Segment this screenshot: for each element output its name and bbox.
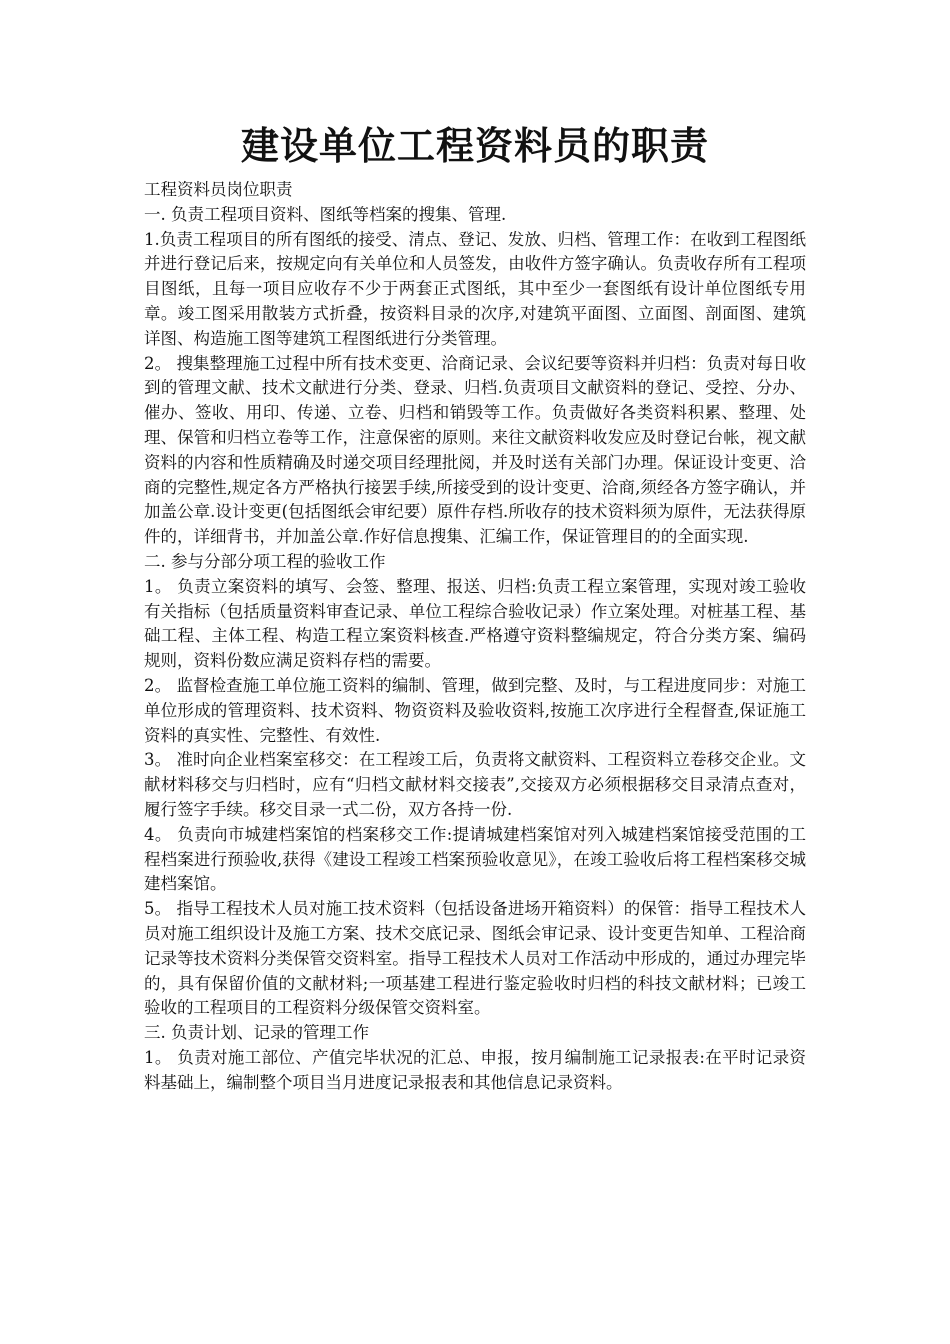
paragraph: 1。 负责立案资料的填写、会签、整理、报送、归档:负责工程立案管理，实现对竣工验收有关指标（包括质量资料审查记录、单位工程综合验收记录）作立案处理。对桩基工程、基础工程、主体工程、构造工程立案资料核查.严格遵守资料整编规定，符合分类方案、编码规则，资料份数应满足资料存档的需要。	[144, 576, 806, 671]
paragraph: 2。 搜集整理施工过程中所有技术变更、洽商记录、会议纪要等资料并归档：负责对每日收到的管理文献、技术文献进行分类、登录、归档.负责项目文献资料的登记、受控、分办、催办、签收、用印、传递、立卷、归档和销毁等工作。负责做好各类资料积累、整理、处理、保管和归档立卷等工作，注意保密的原则。来往文献资料收发应及时登记台帐，视文献资料的内容和性质精确及时递交项目经理批阅，并及时送有关部门办理。保证设计变更、洽商的完整性,规定各方严格执行接罢手续,所接受到的设计变更、洽商,须经各方签字确认，并加盖公章.设计变更(包括图纸会审纪要）原件存档.所收存的技术资料须为原件，无法获得原件的，详细背书，并加盖公章.作好信息搜集、汇编工作，保证管理目的的全面实现.	[144, 353, 806, 547]
paragraph: 4。 负责向市城建档案馆的档案移交工作:提请城建档案馆对列入城建档案馆接受范围的工程档案进行预验收,获得《建设工程竣工档案预验收意见》，在竣工验收后将工程档案移交城建档案馆。	[144, 824, 806, 894]
section-heading: 三. 负责计划、记录的管理工作	[144, 1023, 369, 1043]
paragraph: 1。 负责对施工部位、产值完毕状况的汇总、申报，按月编制施工记录报表:在平时记录资料基础上，编制整个项目当月进度记录报表和其他信息记录资料。	[144, 1047, 806, 1092]
section-heading: 工程资料员岗位职责	[144, 180, 293, 199]
document-page	[144, 118, 806, 1095]
paragraph: 3。 准时向企业档案室移交：在工程竣工后，负责将文献资料、工程资料立卷移交企业。文献材料移交与归档时，应有“归档文献材料交接表”,交接双方必须根据移交目录清点查对，履行签字手续。移交目录一式二份，双方各持一份.	[144, 750, 806, 819]
paragraph: 1.负责工程项目的所有图纸的接受、清点、登记、发放、归档、管理工作：在收到工程图纸并进行登记后来，按规定向有关单位和人员签发，由收件方签字确认。负责收存所有工程项目图纸，且每一项目应收存不少于两套正式图纸，其中至少一套图纸有设计单位图纸专用章。竣工图采用散装方式折叠，按资料目录的次序,对建筑平面图、立面图、剖面图、建筑详图、构造施工图等建筑工程图纸进行分类管理。	[144, 229, 806, 348]
section-heading: 一. 负责工程项目资料、图纸等档案的搜集、管理.	[144, 204, 507, 224]
section-heading: 二. 参与分部分项工程的验收工作	[144, 551, 386, 571]
paragraph: 2。 监督检查施工单位施工资料的编制、管理，做到完整、及时，与工程进度同步：对施工单位形成的管理资料、技术资料、物资资料及验收资料,按施工次序进行全程督查,保证施工资料的真实性、完整性、有效性.	[144, 675, 806, 745]
paragraph: 5。 指导工程技术人员对施工技术资料（包括设备进场开箱资料）的保管：指导工程技术人员对施工组织设计及施工方案、技术交底记录、图纸会审记录、设计变更告知单、工程洽商记录等技术资料分类保管交资料室。指导工程技术人员对工作活动中形成的，通过办理完毕的，具有保留价值的文献材料;一项基建工程进行鉴定验收时归档的科技文献材料；已竣工验收的工程项目的工程资料分级保管交资料室。	[144, 899, 806, 1018]
document-title: 建设单位工程资料员的职责	[240, 124, 709, 168]
